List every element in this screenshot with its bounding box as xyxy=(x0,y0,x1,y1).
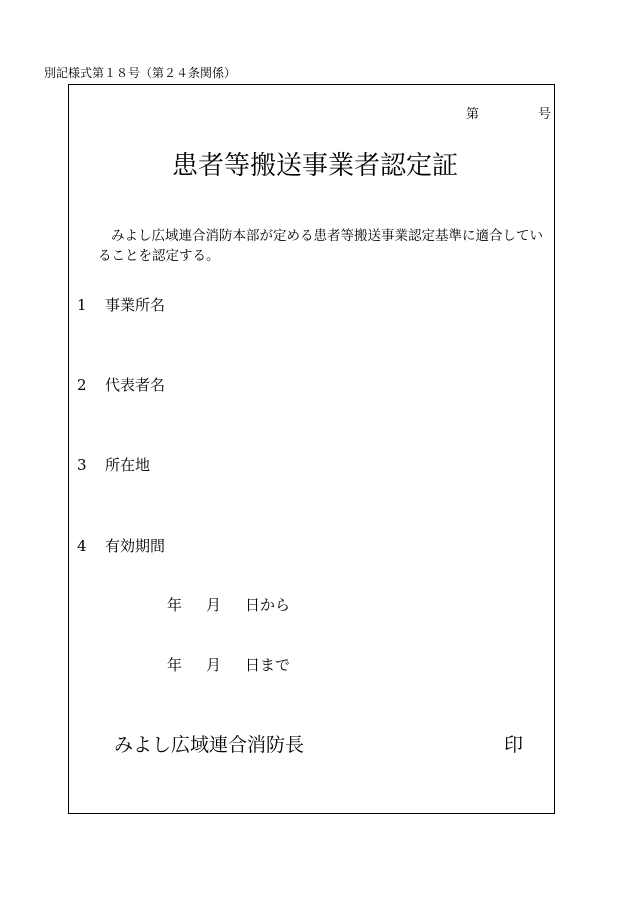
form-reference: 別記様式第１８号（第２４条関係） xyxy=(44,66,237,80)
seal-mark: 印 xyxy=(504,734,524,756)
validity-from-year: 年 xyxy=(167,596,183,614)
validity-to-year: 年 xyxy=(167,656,183,674)
validity-to-month: 月 xyxy=(206,656,222,674)
certificate-frame xyxy=(68,84,555,814)
item-number-4: 4 xyxy=(77,537,87,555)
item-label-business-name: 事業所名 xyxy=(105,296,166,314)
validity-from-day: 日から xyxy=(245,596,291,614)
serial-number-suffix: 号 xyxy=(538,107,552,122)
issuer-name: みよし広域連合消防長 xyxy=(114,734,305,756)
item-number-2: 2 xyxy=(77,376,87,394)
certificate-title: 患者等搬送事業者認定証 xyxy=(171,151,458,181)
item-label-representative-name: 代表者名 xyxy=(105,376,166,394)
certificate-body-text: みよし広域連合消防本部が定める患者等搬送事業認定基準に適合していることを認定する。 xyxy=(98,228,543,264)
item-label-address: 所在地 xyxy=(105,456,151,474)
validity-to-day: 日まで xyxy=(245,656,291,674)
item-number-3: 3 xyxy=(77,456,87,474)
serial-number-prefix: 第 xyxy=(466,107,480,122)
item-number-1: 1 xyxy=(77,296,87,314)
item-label-validity-period: 有効期間 xyxy=(105,537,166,555)
validity-from-month: 月 xyxy=(206,596,222,614)
